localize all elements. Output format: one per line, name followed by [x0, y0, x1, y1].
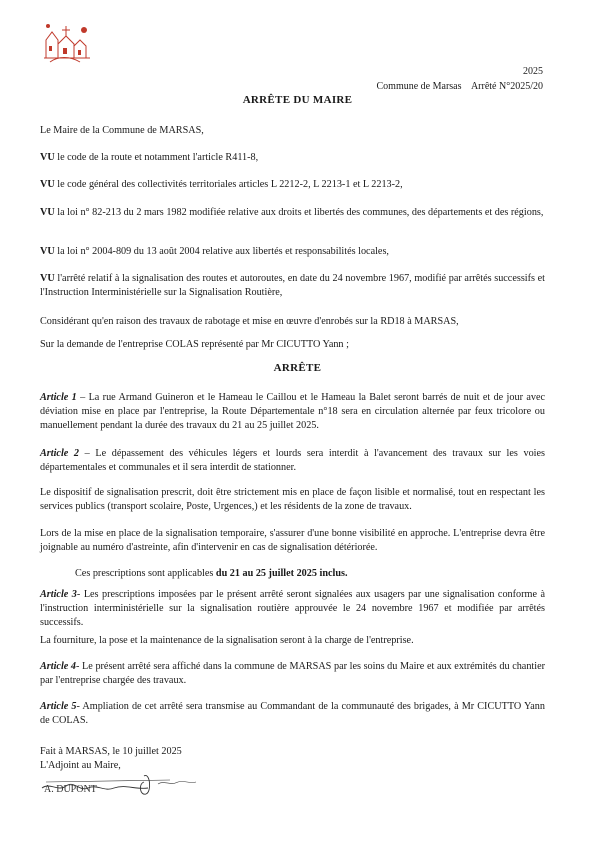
vu-label: VU	[40, 246, 55, 257]
article-4	[40, 660, 545, 688]
vu-code-collectivites	[40, 178, 545, 192]
mayor-line: Le Maire de la Commune de MARSAS,	[40, 125, 204, 136]
vu-label: VU	[40, 179, 55, 190]
article-label: Article 5	[40, 701, 77, 712]
vu-label: VU	[40, 273, 55, 284]
article-label: Article 1	[40, 392, 77, 403]
article-1	[40, 391, 545, 433]
article-2-paragraph-3: Lors de la mise en place de la signalisation temporaire, s'assurer d'une bonne visibilité en approche. L'entreprise devra être joignable au numéro d'astreinte, afin d'intervenir en cas de signalisation détériorée.	[40, 528, 545, 553]
vu-text: l'arrêté relatif à la signalisation des routes et autoroutes, en date du 24 novembre 1967, modifié par arrêtés successifs et l'Instruction Interministérielle sur la Signalisation Routière,	[40, 273, 545, 298]
vu-loi-1982	[40, 206, 545, 220]
arrete-heading: ARRÊTE	[273, 362, 322, 374]
prescriptions-line	[75, 567, 545, 581]
commune-logo	[40, 18, 96, 64]
place-date: Fait à MARSAS, le 10 juillet 2025	[40, 746, 182, 757]
document-title: ARRÊTE DU MAIRE	[242, 94, 353, 106]
prescriptions-text: Ces prescriptions sont applicables	[75, 568, 216, 579]
article-3-paragraph-2: La fourniture, la pose et la maintenance de la signalisation seront à la charge de l'entreprise.	[40, 635, 414, 646]
document-year: 2025	[523, 66, 543, 77]
article-text: – Le dépassement des véhicules légers et lourds sera interdit à l'avancement des travaux sur les voies départementales et communales et il sera interdit de stationner.	[40, 448, 545, 473]
article-5	[40, 700, 545, 728]
vu-loi-2004	[40, 245, 545, 259]
article-text: - Le présent arrêté sera affiché dans la commune de MARSAS par les soins du Maire et aux extrémités du chantier par l'entreprise chargée des travaux.	[40, 661, 545, 686]
vu-text: la loi n° 82-213 du 2 mars 1982 modifiée relative aux droits et libertés des communes, des départements et des régions,	[54, 207, 544, 218]
article-text: - Les prescriptions imposées par le présent arrêté seront signalées aux usagers par une signalisation conforme à l'instruction interministérielle sur la signalisation routière approuvée le 24 novembre 1967 et modifiée par arrêtés successifs.	[40, 589, 545, 628]
prescriptions-dates: du 21 au 25 juillet 2025 inclus.	[215, 568, 348, 579]
article-2	[40, 447, 545, 475]
demande: Sur la demande de l'entreprise COLAS représenté par Mr CICUTTO Yann ;	[40, 339, 349, 350]
vu-arrete-signalisation	[40, 272, 545, 300]
article-label: Article 2	[40, 448, 80, 459]
article-text: - Ampliation de cet arrêté sera transmise au Commandant de la communauté des brigades, à Mr CICUTTO Yann de COLAS.	[40, 701, 545, 726]
adjoint-label: L'Adjoint au Maire,	[40, 760, 121, 771]
vu-code-route	[40, 151, 545, 165]
considerant: Considérant qu'en raison des travaux de rabotage et mise en œuvre d'enrobés sur la RD18 à MARSAS,	[40, 316, 459, 327]
vu-text: le code de la route et notamment l'article R411-8,	[54, 152, 259, 163]
article-text: – La rue Armand Guineron et le Hameau le Caillou et le Hameau la Balet seront barrés de nuit et de jour avec déviation mise en place par l'entreprise, la Route Départementale n°18 sera en circulation alternée par feux tricolore ou manuellement pendant la durée des travaux du 21 au 25 juillet 2025.	[40, 392, 545, 431]
article-label: Article 4	[40, 661, 77, 672]
article-2-paragraph-2: Le dispositif de signalisation prescrit, doit être strictement mis en place de façon lisible et normalisé, tout en respectant les services publics (transport scolaire, Poste, Urgences,) et les résidents de la zone de travaux.	[40, 487, 545, 512]
vu-label: VU	[40, 152, 55, 163]
document-reference: Commune de Marsas Arrêté N°2025/20	[376, 81, 543, 92]
vu-text: le code général des collectivités territoriales articles L 2212-2, L 2213-1 et L 2213-2,	[54, 179, 403, 190]
vu-text: la loi n° 2004-809 du 13 août 2004 relative aux libertés et responsabilités locales,	[54, 246, 389, 257]
handwritten-signature	[40, 762, 200, 800]
vu-label: VU	[40, 207, 55, 218]
article-3	[40, 588, 545, 630]
article-label: Article 3	[40, 589, 77, 600]
signature-name: A. DUPONT	[44, 784, 97, 795]
